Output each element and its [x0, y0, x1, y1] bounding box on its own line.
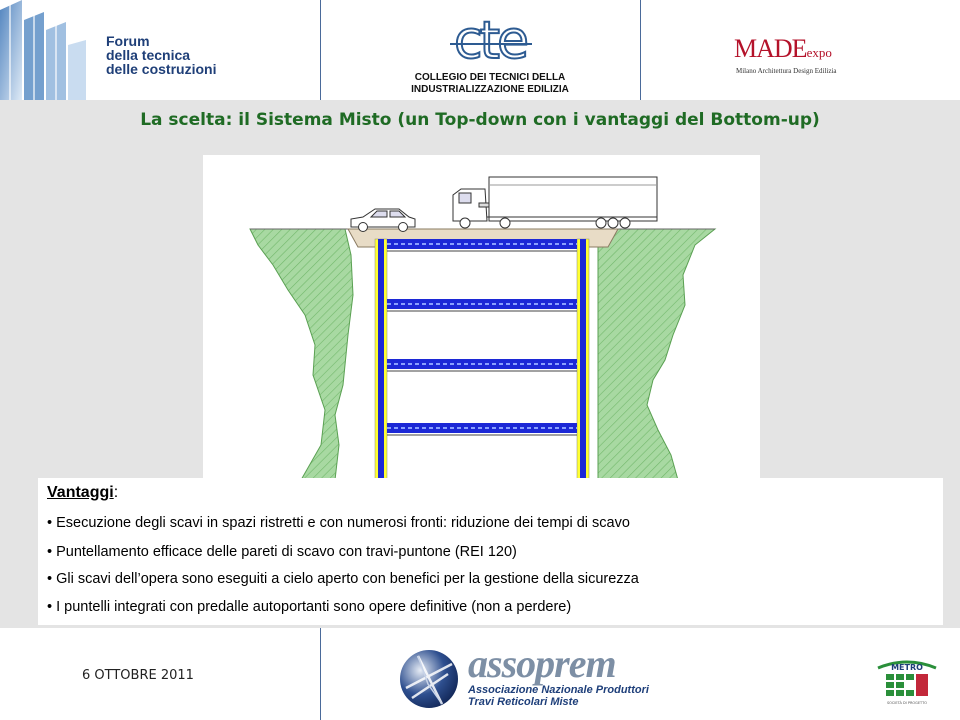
assoprem-line: Travi Reticolari Miste: [468, 696, 579, 708]
assoprem-caption: [468, 684, 649, 708]
metro-logo-text: METRO: [891, 663, 923, 672]
metro-tagline: SOCIETÀ DI PROGETTO: [886, 701, 928, 705]
advantage-item: • Puntellamento efficace delle pareti di scavo con travi-puntone (REI 120): [47, 544, 517, 560]
floor-level-3: [387, 359, 577, 371]
advantage-item: • Esecuzione degli scavi in spazi ristretti e con numerosi fronti: riduzione dei tempi di scavo: [47, 515, 630, 531]
slide-title: La scelta: il Sistema Misto (un Top-down con i vantaggi del Bottom-up): [140, 110, 820, 130]
header-divider: [320, 0, 321, 100]
made-expo-logo: [734, 34, 832, 64]
footer-divider: [320, 628, 321, 720]
globe-logo-icon: [398, 648, 460, 710]
diaphragm-wall-right-core: [580, 239, 586, 480]
event-date: 6 OTTOBRE 2011: [82, 668, 194, 683]
forum-line: delle costruzioni: [106, 61, 217, 77]
made-logo-suffix: expo: [806, 45, 832, 60]
forum-line: Forum: [106, 33, 150, 49]
diaphragm-wall-left-core: [378, 239, 384, 480]
cte-logo-text: cte: [454, 11, 526, 70]
assoprem-line: Associazione Nazionale Produttori: [468, 684, 649, 696]
advantage-item: • Gli scavi dell’opera sono eseguiti a cielo aperto con benefici per la gestione della sicurezza: [47, 571, 639, 587]
soil-left: [250, 229, 353, 480]
skyscraper-logo-icon: [0, 0, 100, 100]
header-divider: [640, 0, 641, 100]
made-tagline: Milano Architettura Design Edilizia: [736, 67, 837, 75]
car-icon: [351, 209, 415, 232]
advantage-item: • I puntelli integrati con predalle autoportanti sono opere definitive (non a perdere): [47, 599, 572, 615]
cte-logo: [440, 10, 540, 70]
cte-line: COLLEGIO DEI TECNICI DELLA: [414, 72, 566, 83]
metro-building-icon: [876, 654, 938, 706]
header: [0, 0, 960, 100]
cte-caption: [400, 72, 580, 96]
forum-line: della tecnica: [106, 47, 191, 63]
advantages-box: [38, 478, 943, 625]
forum-logo-text: [106, 34, 216, 76]
excavation-drawing: [203, 155, 760, 480]
excavation-diagram: [203, 155, 760, 480]
soil-right: [598, 229, 715, 480]
cte-line: INDUSTRIALIZZAZIONE EDILIZIA: [411, 84, 569, 95]
advantages-heading: [47, 484, 118, 502]
floor-level-4: [387, 423, 577, 435]
floor-level-1: [387, 239, 577, 251]
assoprem-logo: assoprem: [468, 641, 616, 686]
advantages-heading-label: Vantaggi: [47, 484, 114, 501]
made-logo-text: MADE: [734, 34, 807, 63]
truck-icon: [453, 177, 657, 228]
advantages-heading-colon: :: [113, 484, 119, 501]
floor-level-2: [387, 299, 577, 311]
